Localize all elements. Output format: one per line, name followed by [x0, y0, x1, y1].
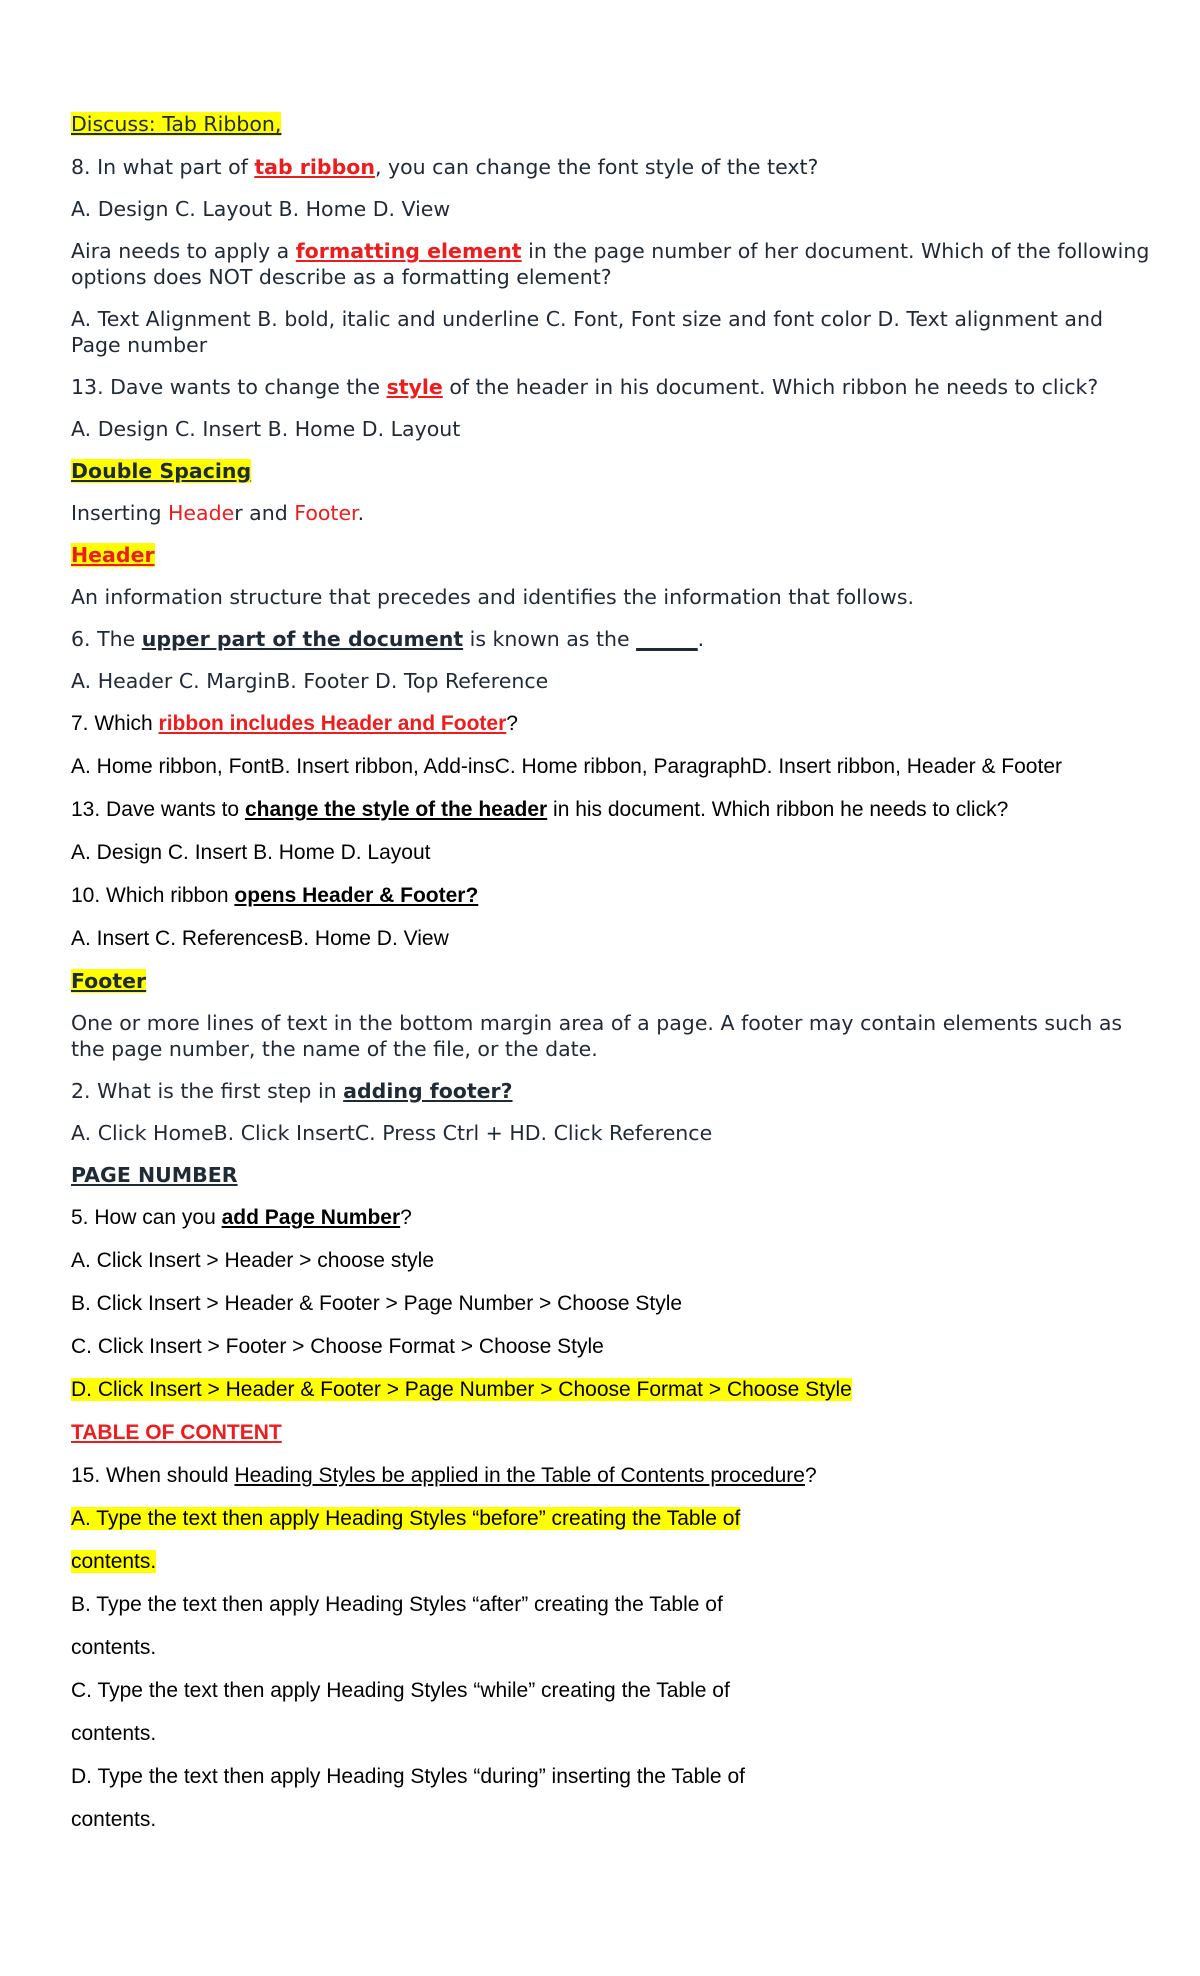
header-heading: Header — [71, 543, 155, 567]
question-15-option-d-line2: contents. — [71, 1808, 157, 1831]
double-spacing-heading: Double Spacing — [71, 459, 252, 483]
question-13b-options: A. Design C. Insert B. Home D. Layout — [71, 841, 431, 864]
footer-heading: Footer — [71, 969, 147, 993]
footer-definition: One or more lines of text in the bottom margin area of a page. A footer may contain elements such as the page number, the name of the file, or the date. — [71, 1011, 1123, 1061]
question-15-option-d-line1: D. Type the text then apply Heading Styles “during” inserting the Table of — [71, 1765, 745, 1788]
question-13a: 13. Dave wants to change the style of the header in his document. Which ribbon he needs to click? — [71, 375, 1099, 399]
q15-keyword: Heading Styles be applied in the Table of Contents procedure — [234, 1464, 805, 1487]
question-6-options: A. Header C. MarginB. Footer D. Top Reference — [71, 669, 549, 693]
question-aira-options: A. Text Alignment B. bold, italic and underline C. Font, Font size and font color D. Text alignment and Page number — [71, 307, 1103, 357]
question-15-option-a-line1: A. Type the text then apply Heading Styles “before” creating the Table of — [71, 1507, 741, 1530]
question-5-option-c: C. Click Insert > Footer > Choose Format > Choose Style — [71, 1335, 604, 1358]
q5-keyword: add Page Number — [221, 1206, 401, 1229]
question-15-option-c-line2: contents. — [71, 1722, 157, 1745]
question-10: 10. Which ribbon opens Header & Footer? — [71, 884, 479, 907]
q6-blank: ______ — [636, 627, 698, 651]
question-6: 6. The upper part of the document is known as the ______. — [71, 627, 705, 651]
question-5-option-b: B. Click Insert > Header & Footer > Page Number > Choose Style — [71, 1292, 683, 1315]
q13b-keyword: change the style of the header — [244, 798, 548, 821]
question-15-option-a-line2: contents. — [71, 1550, 157, 1573]
q6-keyword: upper part of the document — [141, 627, 464, 651]
q8-keyword: tab ribbon — [254, 155, 375, 179]
question-13b: 13. Dave wants to change the style of the header in his document. Which ribbon he needs to click? — [71, 798, 1009, 821]
question-7: 7. Which ribbon includes Header and Footer? — [71, 712, 518, 735]
page-number-heading: PAGE NUMBER — [71, 1163, 238, 1187]
question-7-options: A. Home ribbon, FontB. Insert ribbon, Add-insC. Home ribbon, ParagraphD. Insert ribbon, Header & Footer — [71, 755, 1062, 778]
question-13a-options: A. Design C. Insert B. Home D. Layout — [71, 417, 461, 441]
discuss-label — [71, 111, 1151, 137]
question-15: 15. When should Heading Styles be applied in the Table of Contents procedure? — [71, 1464, 817, 1487]
question-aira: Aira needs to apply a formatting element in the page number of her document. Which of the following options does NOT describe as a formatting element? — [71, 239, 1150, 289]
question-5-option-a: A. Click Insert > Header > choose style — [71, 1249, 434, 1272]
q7-keyword: ribbon includes Header and Footer — [158, 712, 507, 735]
question-10-options: A. Insert C. ReferencesB. Home D. View — [71, 927, 449, 950]
q10-keyword: opens Header & Footer? — [234, 884, 479, 907]
question-15-option-c-line1: C. Type the text then apply Heading Styles “while” creating the Table of — [71, 1679, 730, 1702]
question-2: 2. What is the first step in adding footer? — [71, 1079, 513, 1103]
discuss-highlight: Discuss: Tab Ribbon, — [71, 112, 282, 136]
q13a-keyword: style — [386, 375, 443, 399]
header-definition: An information structure that precedes and identifies the information that follows. — [71, 585, 915, 609]
question-5-option-d: D. Click Insert > Header & Footer > Page Number > Choose Format > Choose Style — [71, 1378, 852, 1401]
inserting-line: Inserting Header and Footer. — [71, 501, 365, 525]
q2-keyword: adding footer? — [343, 1079, 513, 1103]
question-8: 8. In what part of tab ribbon, you can change the font style of the text? — [71, 155, 819, 179]
question-5: 5. How can you add Page Number? — [71, 1206, 412, 1229]
aira-keyword: formatting element — [295, 239, 522, 263]
toc-heading: TABLE OF CONTENT — [71, 1421, 282, 1444]
question-15-option-b-line2: contents. — [71, 1636, 157, 1659]
question-8-options: A. Design C. Layout B. Home D. View — [71, 197, 451, 221]
question-15-option-b-line1: B. Type the text then apply Heading Styles “after” creating the Table of — [71, 1593, 723, 1616]
question-2-options: A. Click HomeB. Click InsertC. Press Ctrl + HD. Click Reference — [71, 1121, 713, 1145]
